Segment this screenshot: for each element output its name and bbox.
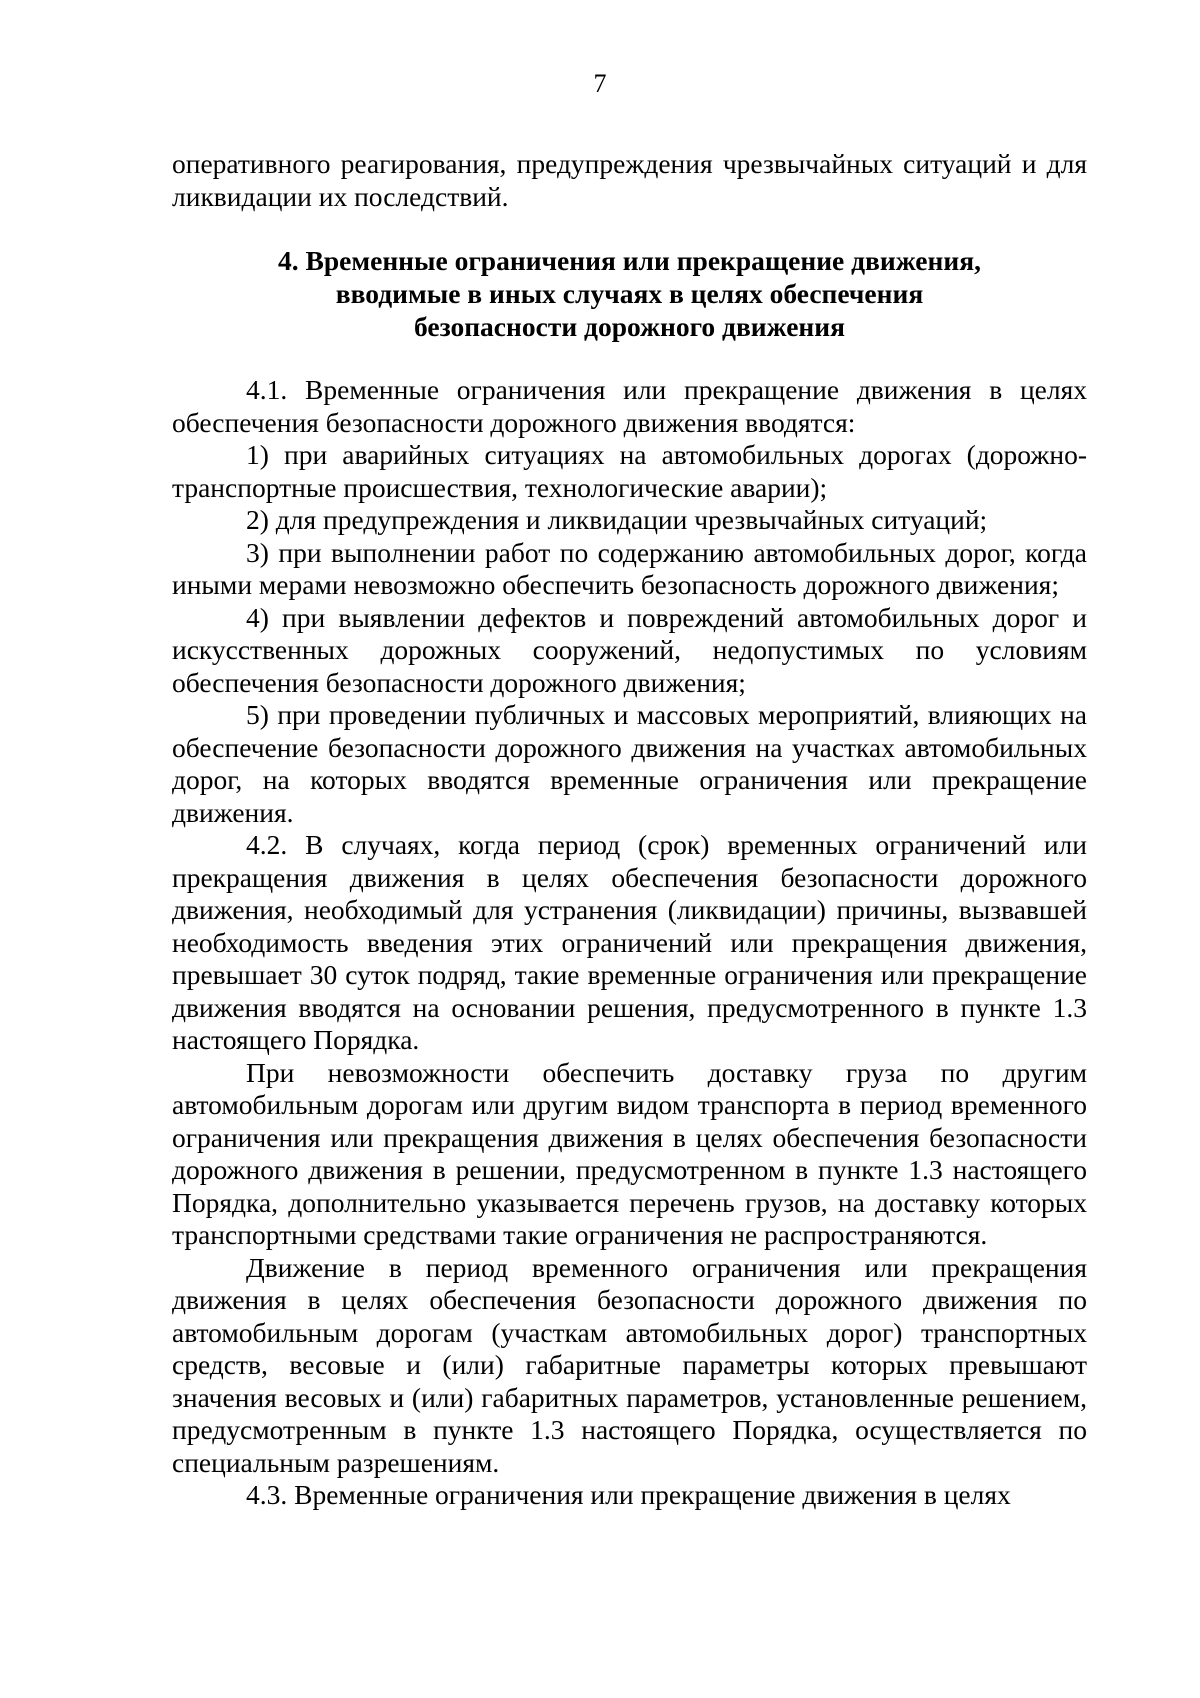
section-heading-line: безопасности дорожного движения [413,311,845,342]
paragraph-4-1: 4.1. Временные ограничения или прекращение движения в целях обеспечения безопасности дорожного движения вводятся: [172,374,1087,438]
section-heading-line: вводимые в иных случаях в целях обеспечения [335,278,924,309]
list-item-2: 2) для предупреждения и ликвидации чрезвычайных ситуаций; [246,504,988,535]
section-body [172,374,1087,1512]
paragraph-special-permits: Движение в период временного ограничения или прекращения движения в целях обеспечения безопасности дорожного движения по автомобильным дорогам (участкам автомобильных дорог) транспортных средств, весовые и (или) габаритные параметры которых превышают значения весовых и (или) габаритных параметров, установленные решением, предусмотренным в пункте 1.3 настоящего Порядка, осуществляется по специальным разрешениям. [172,1251,1087,1478]
list-item-4: 4) при выявлении дефектов и повреждений автомобильных дорог и искусственных дорожных сооружений, недопустимых по условиям обеспечения безопасности дорожного движения; [172,601,1087,698]
paragraph-4-3: 4.3. Временные ограничения или прекращение движения в целях [246,1479,1011,1510]
intro-paragraph-block [172,148,1087,213]
paragraph-cargo-delivery: При невозможности обеспечить доставку груза по другим автомобильным дорогам или другим видом транспорта в период временного ограничения или прекращения движения в целях обеспечения безопасности дорожного движения в решении, предусмотренном в пункте 1.3 настоящего Порядка, дополнительно указывается перечень грузов, на доставку которых транспортными средствами такие ограничения не распространяются. [172,1056,1087,1250]
section-heading-line: 4. Временные ограничения или прекращение движения, [278,245,981,276]
list-item-1: 1) при аварийных ситуациях на автомобильных дорогах (дорожно-транспортные происшествия, технологические аварии); [172,439,1087,503]
page-number: 7 [593,69,607,98]
paragraph-4-2: 4.2. В случаях, когда период (срок) временных ограничений или прекращения движения в целях обеспечения безопасности дорожного движения, необходимый для устранения (ликвидации) причины, вызвавшей необходимость введения этих ограничений или прекращения движения, превышает 30 суток подряд, такие временные ограничения или прекращение движения вводятся на основании решения, предусмотренного в пункте 1.3 настоящего Порядка. [172,829,1087,1055]
list-item-5: 5) при проведении публичных и массовых мероприятий, влияющих на обеспечение безопасности дорожного движения на участках автомобильных дорог, на которых вводятся временные ограничения или прекращение движения. [172,699,1087,828]
list-item-3: 3) при выполнении работ по содержанию автомобильных дорог, когда иными мерами невозможно обеспечить безопасность дорожного движения; [172,536,1087,600]
intro-paragraph: оперативного реагирования, предупреждения чрезвычайных ситуаций и для ликвидации их последствий. [172,148,1087,212]
section-heading [172,244,1087,343]
